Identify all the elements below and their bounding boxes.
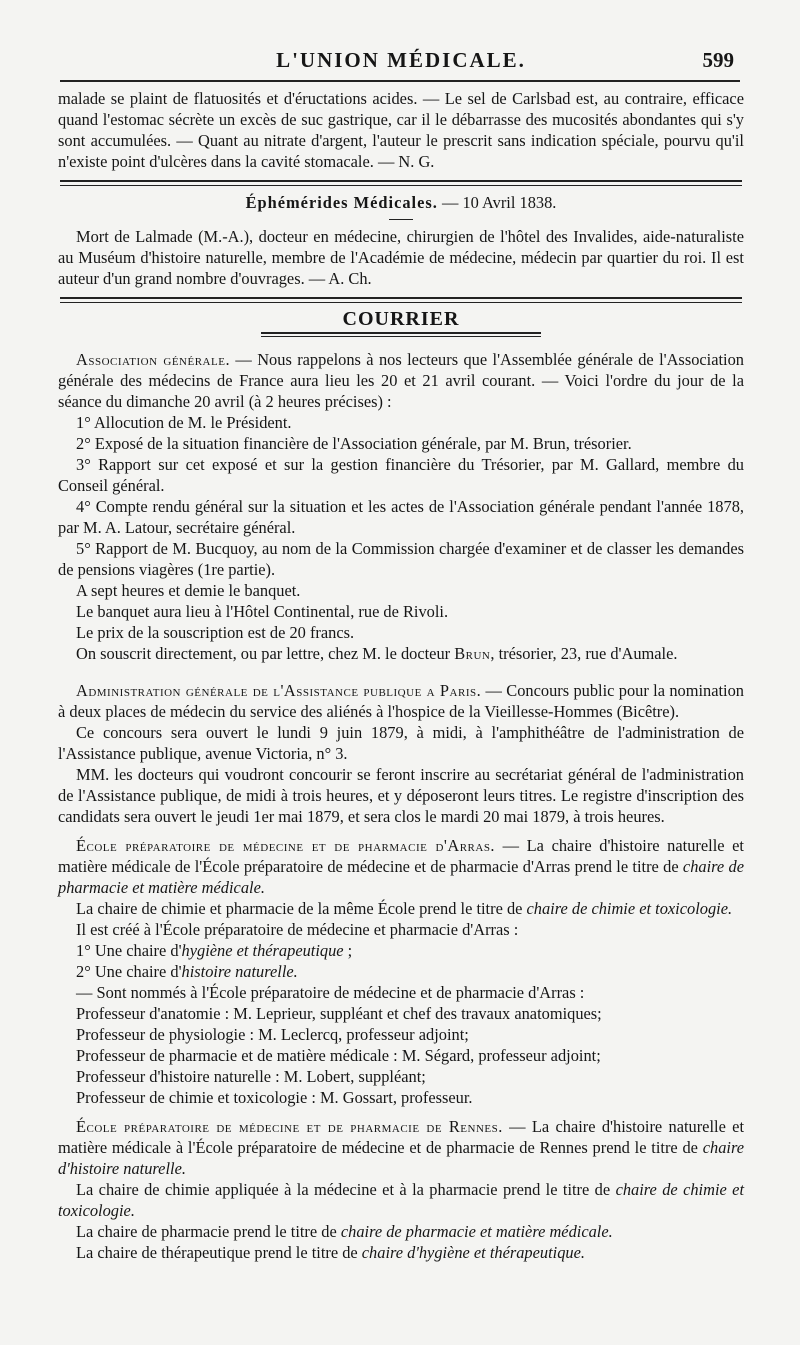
agenda-item: 5° Rapport de M. Bucquoy, au nom de la Commission chargée d'examiner et de classer les demandes de pensions viagères (1re partie). bbox=[58, 539, 744, 579]
professor-entry: Professeur de pharmacie et de matière médicale : M. Ségard, professeur adjoint; bbox=[76, 1046, 601, 1065]
rennes-chemistry-title: chaire de chimie et toxicologie. bbox=[58, 1180, 745, 1220]
association-lead: Association générale. bbox=[76, 350, 231, 369]
assistance-registration: MM. les docteurs qui voudront concourir se feront inscrire au secrétariat général de l'administration de l'Assistance publique, de midi à trois heures, et y déposeront leurs titres. Le registre d'inscription des candidats sera ouvert le jeudi 1er mai 1879, et sera clos le mardi 20 mai 1879, à trois heures. bbox=[58, 765, 744, 826]
section-divider bbox=[60, 297, 742, 303]
rennes-therapeutics bbox=[58, 1242, 744, 1263]
chair-1-end: ; bbox=[343, 941, 353, 960]
rennes-pharmacy bbox=[58, 1221, 744, 1242]
courrier-rule bbox=[261, 332, 541, 337]
page-number: 599 bbox=[702, 48, 734, 72]
ephemerides-heading bbox=[58, 192, 744, 213]
arras-chemistry bbox=[58, 898, 744, 919]
rennes-therapeutics-title: chaire d'hygiène et thérapeutique. bbox=[361, 1243, 585, 1262]
arras-chemistry-text: La chaire de chimie et pharmacie de la même École prend le titre de bbox=[76, 899, 527, 918]
arras-lead: École préparatoire de médecine et de pharmacie d'Arras. bbox=[76, 836, 496, 855]
ephemerides-date: — 10 Avril 1838. bbox=[437, 193, 557, 212]
chair-2-text: 2° Une chaire d' bbox=[76, 962, 182, 981]
agenda-item: 3° Rapport sur cet exposé et sur la gestion financière du Trésorier, par M. Gallard, membre du Conseil général. bbox=[58, 455, 744, 495]
arras-nominations: — Sont nommés à l'École préparatoire de médecine et de pharmacie d'Arras : bbox=[76, 983, 585, 1002]
arras-text: — La chaire d'histoire naturelle et matière médicale de l'École préparatoire de médecine et de pharmacie d'Arras prend le titre de bbox=[58, 836, 744, 876]
agenda-item: 2° Exposé de la situation financière de l'Association générale, par M. Brun, trésorier. bbox=[76, 434, 632, 453]
professor-entry: Professeur d'histoire naturelle : M. Lobert, suppléant; bbox=[76, 1067, 426, 1086]
association-text: — Nous rappelons à nos lecteurs que l'Assemblée générale de l'Association générale des médecins de France aura lieu les 20 et 21 avril courant. — Voici l'ordre du jour de la séance du dimanche 20 avril (à 2 heures précises) : bbox=[58, 350, 744, 411]
section-divider bbox=[60, 180, 742, 186]
professor-entry: Professeur de physiologie : M. Leclercq, professeur adjoint; bbox=[76, 1025, 469, 1044]
running-head bbox=[58, 46, 744, 76]
journal-title: L'UNION MÉDICALE. bbox=[276, 48, 526, 72]
intro-paragraph: malade se plaint de flatuosités et d'éructations acides. — Le sel de Carlsbad est, au contraire, efficace quand l'estomac sécrète un excès de suc gastrique, car il le débarrasse des mucosités abondantes qui s'y sont accumulées. — Quant au nitrate d'argent, l'auteur le prescrit sans indication spéciale, pourvu qu'il n'existe point d'ulcères dans la cavité stomacale. — N. G. bbox=[58, 89, 744, 171]
subscription-price: Le prix de la souscription est de 20 francs. bbox=[76, 623, 355, 642]
arras-chair-1 bbox=[58, 940, 744, 961]
chair-1-title: hygiène et thérapeutique bbox=[181, 941, 344, 960]
rennes-chair-title: chaire d'histoire naturelle. bbox=[58, 1138, 744, 1178]
page-content bbox=[58, 88, 744, 1263]
assistance-text: — Concours public pour la nomination à deux places de médecin du service des aliénés à l'hospice de la Vieillesse-Hommes (Bicêtre). bbox=[58, 681, 744, 721]
chair-1-text: 1° Une chaire d' bbox=[76, 941, 182, 960]
arras-paragraph bbox=[58, 835, 744, 898]
treasurer-name: Brun bbox=[454, 644, 491, 663]
banquet-time: A sept heures et demie le banquet. bbox=[76, 581, 301, 600]
assistance-paragraph bbox=[58, 680, 744, 722]
assistance-date: Ce concours sera ouvert le lundi 9 juin 1879, à midi, à l'amphithéâtre de l'administration de l'Assistance publique, avenue Victoria, n° 3. bbox=[58, 723, 744, 763]
arras-creation: Il est créé à l'École préparatoire de médecine et pharmacie d'Arras : bbox=[76, 920, 519, 939]
rennes-pharmacy-text: La chaire de pharmacie prend le titre de bbox=[76, 1222, 341, 1241]
rennes-therapeutics-text: La chaire de thérapeutique prend le titre de bbox=[76, 1243, 362, 1262]
banquet-place: Le banquet aura lieu à l'Hôtel Continental, rue de Rivoli. bbox=[76, 602, 449, 621]
ephemerides-title: Éphémérides Médicales. bbox=[245, 193, 438, 212]
rennes-text: — La chaire d'histoire naturelle et matière médicale à l'École préparatoire de médecine et de pharmacie de Rennes prend le titre de bbox=[58, 1117, 744, 1157]
ephemerides-text: Mort de Lalmade (M.-A.), docteur en médecine, chirurgien de l'hôtel des Invalides, aide-naturaliste au Muséum d'histoire naturelle, membre de l'Académie de médecine, médecin par quartier du roi. Il est auteur d'un grand nombre d'ouvrages. — A. Ch. bbox=[58, 227, 744, 288]
rennes-paragraph bbox=[58, 1116, 744, 1179]
association-paragraph bbox=[58, 349, 744, 412]
professor-entry: Professeur d'anatomie : M. Leprieur, suppléant et chef des travaux anatomiques; bbox=[76, 1004, 602, 1023]
professor-entry: Professeur de chimie et toxicologie : M. Gossart, professeur. bbox=[76, 1088, 473, 1107]
rennes-lead: École préparatoire de médecine et de pharmacie de Rennes. bbox=[76, 1117, 503, 1136]
arras-chemistry-title: chaire de chimie et toxicologie. bbox=[526, 899, 733, 918]
arras-chair-title: chaire de pharmacie et matière médicale. bbox=[58, 857, 744, 897]
rennes-chemistry-text: La chaire de chimie appliquée à la médecine et à la pharmacie prend le titre de bbox=[76, 1180, 616, 1199]
subscription-info bbox=[58, 643, 744, 664]
assistance-lead: Administration générale de l'Assistance publique a Paris. bbox=[76, 681, 482, 700]
short-divider bbox=[389, 219, 413, 220]
header-rule bbox=[60, 80, 740, 82]
rennes-pharmacy-title: chaire de pharmacie et matière médicale. bbox=[340, 1222, 613, 1241]
courrier-title: COURRIER bbox=[342, 308, 460, 330]
agenda-item: 4° Compte rendu général sur la situation et les actes de l'Association générale pendant l'année 1878, par M. A. Latour, secrétaire général. bbox=[58, 497, 744, 537]
rennes-chemistry bbox=[58, 1179, 744, 1221]
subscription-address: , trésorier, 23, rue d'Aumale. bbox=[490, 644, 678, 663]
subscription-text: On souscrit directement, ou par lettre, chez M. le docteur bbox=[76, 644, 455, 663]
agenda-item: 1° Allocution de M. le Président. bbox=[76, 413, 292, 432]
arras-chair-2 bbox=[58, 961, 744, 982]
chair-2-title: histoire naturelle. bbox=[181, 962, 298, 981]
